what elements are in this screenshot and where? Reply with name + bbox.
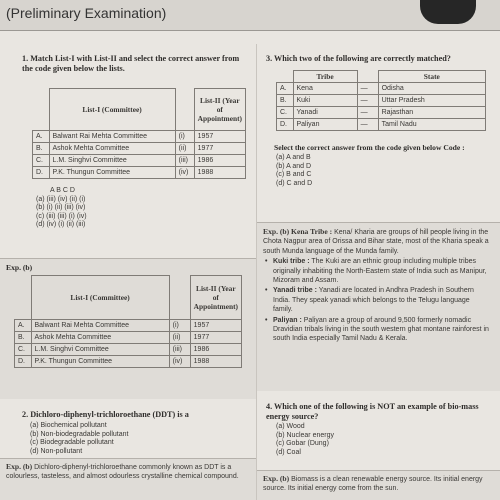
question-1: 1. Match List-I with List-II and select the correct answer from the code given below the lists. — [22, 54, 240, 73]
option-c: (c) Biodegradable pollutant — [30, 439, 114, 447]
option-a: (a) A and B — [276, 154, 311, 161]
question-3-instruction: Select the correct answer from the code given below Code : — [274, 143, 465, 152]
committee-name: Balwant Rai Mehta Committee — [31, 320, 169, 332]
question-3: 3. Which two of the following are correctly matched? — [266, 54, 451, 63]
option-b: (b) Nuclear energy — [276, 431, 334, 439]
row-dash: — — [357, 95, 378, 107]
committee-name: P.K. Thungun Committee — [49, 167, 175, 179]
option-d: (d) Non-pollutant — [30, 447, 83, 455]
tribe-name: Kuki — [293, 95, 357, 107]
option-d: (d) (iv) (i) (ii) (iii) — [36, 221, 86, 229]
explanation-3-intro: Kena/ Kharia are groups of hill people living in the Chota Nagpur area of Orissa and Bihar state, most of the Kharia speak a south Munda language of the Munda family. — [263, 229, 489, 255]
row-roman: (iii) — [175, 155, 194, 167]
state-name: Odisha — [378, 83, 485, 95]
row-roman: (i) — [169, 320, 190, 332]
row-roman: (iv) — [169, 356, 190, 368]
committee-name: Balwant Rai Mehta Committee — [49, 131, 175, 143]
question-1-options — [36, 187, 250, 230]
bullet-text: Paliyan are a group of around 9,500 formerly nomadic Dravidian tribals living in the south western ghat montane rainforest in south India especially Tamil Nadu & Kerala. — [273, 316, 489, 343]
question-2-block — [22, 410, 250, 456]
question-2: 2. Dichloro-diphenyl-trichloroethane (DDT) is a — [22, 410, 189, 419]
row-roman: (i) — [175, 131, 194, 143]
explanation-2-label: Exp. (b) — [6, 462, 33, 471]
row-letter: A. — [277, 83, 294, 95]
option-a: (a) (iii) (iv) (ii) (i) — [36, 195, 86, 203]
year-value: 1988 — [194, 167, 245, 179]
row-dash: — — [357, 83, 378, 95]
bullet-title: Paliyan : — [273, 316, 302, 324]
explanation-3-label: Exp. (b) Kena Tribe : — [263, 227, 333, 236]
explanation-1 — [0, 258, 256, 399]
committee-name: L.M. Singhvi Committee — [49, 155, 175, 167]
option-d: (d) Coal — [276, 448, 301, 456]
tribe-name: Paliyan — [293, 119, 357, 131]
tribe-name: Kena — [293, 83, 357, 95]
explanation-2-text: Dichloro-diphenyl-trichloroethane commonly known as DDT is a colourless, tasteless, and almost odourless crystalline chemical compound. — [6, 464, 239, 481]
state-name: Rajasthan — [378, 107, 485, 119]
bullet-kuki — [273, 257, 491, 285]
bullet-paliyan — [273, 316, 491, 344]
explanation-2 — [0, 458, 256, 500]
list1-header: List-I (Committee) — [31, 276, 169, 320]
year-value: 1977 — [190, 332, 241, 344]
question-4-block — [266, 402, 490, 457]
list2-header: List-II (Year of Appointment) — [190, 276, 241, 320]
bullet-text: The Kuki are an ethnic group including multiple tribes originally inhabiting the North-Eastern state of India such as Manipur, Mizoram and Assam. — [273, 258, 487, 285]
row-roman: (ii) — [175, 143, 194, 155]
list2-header: List-II (Year of Appointment) — [194, 89, 245, 131]
committee-name: Ashok Mehta Committee — [49, 143, 175, 155]
committee-name: P.K. Thungun Committee — [31, 356, 169, 368]
committee-name: Ashok Mehta Committee — [31, 332, 169, 344]
bullet-title: Kuki tribe : — [273, 258, 310, 266]
option-a: (a) Biochemical pollutant — [30, 422, 107, 429]
question-3-options — [276, 154, 490, 188]
left-column — [22, 54, 250, 230]
question-4: 4. Which one of the following is NOT an example of bio-mass energy source? — [266, 402, 479, 421]
bullet-yanadi — [273, 286, 491, 314]
option-a: (a) Wood — [276, 423, 305, 430]
year-value: 1957 — [190, 320, 241, 332]
option-c: (c) B and C — [276, 171, 312, 179]
row-letter: C. — [15, 344, 32, 356]
row-dash: — — [357, 119, 378, 131]
list1-header: List-I (Committee) — [49, 89, 175, 131]
right-column — [266, 54, 490, 188]
row-roman: (iv) — [175, 167, 194, 179]
explanation-4-body — [263, 474, 493, 494]
question-4-options — [276, 423, 490, 457]
row-letter: B. — [33, 143, 50, 155]
option-b: (b) (i) (ii) (iii) (iv) — [36, 204, 86, 212]
tribe-header: Tribe — [293, 71, 357, 83]
row-letter: A. — [33, 131, 50, 143]
row-letter: D. — [33, 167, 50, 179]
row-letter: B. — [15, 332, 32, 344]
row-letter: C. — [33, 155, 50, 167]
committee-name: L.M. Singhvi Committee — [31, 344, 169, 356]
option-c: (c) Gobar (Dung) — [276, 440, 329, 448]
row-letter: B. — [277, 95, 294, 107]
row-letter: C. — [277, 107, 294, 119]
tribe-name: Yanadi — [293, 107, 357, 119]
year-value: 1957 — [194, 131, 245, 143]
row-roman: (iii) — [169, 344, 190, 356]
bullet-text: Yanadi are located in Andhra Pradesh in Southern India. They speak yanadi which belongs to the Telugu language family. — [273, 287, 474, 314]
year-value: 1977 — [194, 143, 245, 155]
tribe-bullets — [263, 257, 491, 344]
explanation-4-label: Exp. (b) — [263, 474, 290, 483]
year-value: 1986 — [190, 344, 241, 356]
explanation-3-body — [263, 227, 491, 345]
option-d: (d) C and D — [276, 179, 313, 187]
code-header: A B C D — [50, 187, 75, 194]
state-name: Tamil Nadu — [378, 119, 485, 131]
row-roman: (ii) — [169, 332, 190, 344]
explanation-2-body — [6, 462, 246, 482]
header-band — [0, 0, 500, 31]
option-b: (b) Non-biodegradable pollutant — [30, 430, 129, 438]
row-letter: D. — [15, 356, 32, 368]
question-1-table — [32, 88, 246, 179]
state-header: State — [378, 71, 485, 83]
question-2-options — [30, 422, 250, 456]
question-3-table — [276, 70, 486, 131]
option-b: (b) A and D — [276, 162, 312, 170]
row-letter: A. — [15, 320, 32, 332]
explanation-3 — [257, 222, 500, 391]
logo-shape — [420, 0, 476, 24]
year-value: 1988 — [190, 356, 241, 368]
bullet-title: Yanadi tribe : — [273, 287, 317, 295]
explanation-4 — [257, 470, 500, 500]
state-name: Uttar Pradesh — [378, 95, 485, 107]
row-letter: D. — [277, 119, 294, 131]
option-c: (c) (iii) (iii) (i) (iv) — [36, 212, 87, 220]
explanation-4-text: Biomass is a clean renewable energy source. Its initial energy source. Its initial energy come from the sun. — [263, 476, 483, 493]
explanation-1-label: Exp. (b) — [6, 263, 33, 272]
exam-subtitle: (Preliminary Examination) — [6, 5, 167, 21]
year-value: 1986 — [194, 155, 245, 167]
explanation-1-table — [14, 275, 242, 368]
row-dash: — — [357, 107, 378, 119]
